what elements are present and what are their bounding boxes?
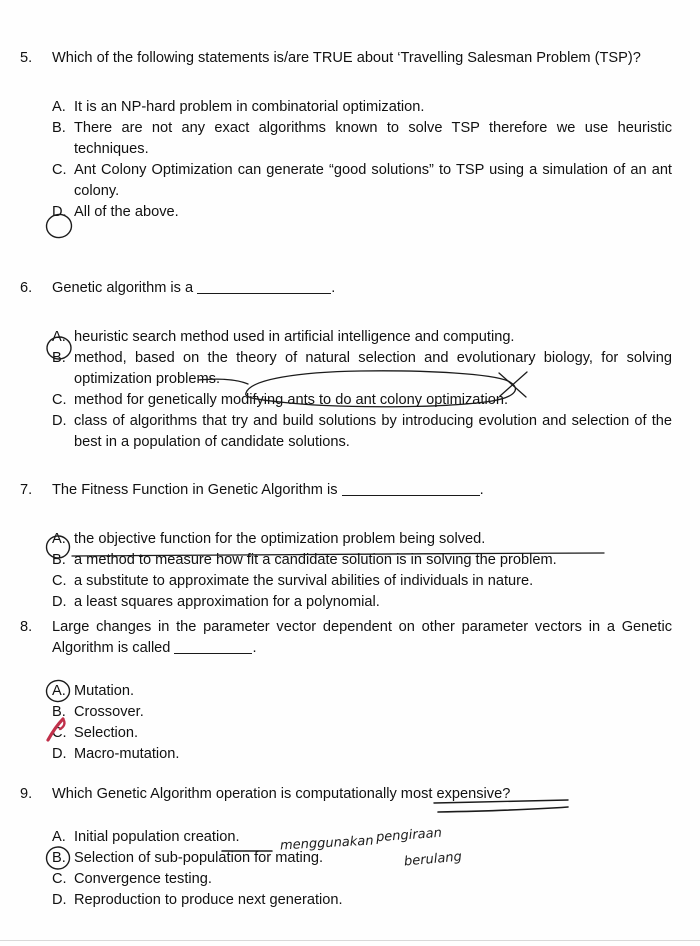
option-9-d[interactable] [52, 890, 672, 911]
option-7-c[interactable] [52, 571, 672, 592]
question-stem-6-tail: . [331, 280, 336, 296]
question-stem-6: Genetic algorithm is a [52, 280, 198, 296]
option-letter-8-d: D. [52, 746, 67, 762]
option-text-7-c: a substitute to approximate the survival abilities of individuals in nature. [74, 573, 534, 589]
option-text-9-d: Reproduction to produce next generation. [74, 892, 343, 908]
question-stem-8-tail: . [252, 640, 257, 656]
question-text-6 [0, 278, 700, 299]
handwritten-note-2: pengiraan [375, 825, 443, 846]
question-number-9: 9. [20, 786, 33, 802]
question-stem-9: Which Genetic Algorithm operation is computationally most expensive? [52, 786, 511, 802]
question-block-5 [0, 48, 700, 223]
option-9-c[interactable] [52, 869, 672, 890]
option-letter-7-c: C. [52, 573, 67, 589]
option-letter-8-a: A. [52, 683, 66, 699]
option-letter-5-a: A. [52, 99, 66, 115]
option-5-a[interactable] [52, 97, 672, 118]
option-text-8-c: Selection. [74, 725, 139, 741]
question-text-7 [0, 480, 700, 501]
option-6-d[interactable] [52, 411, 672, 453]
option-letter-7-d: D. [52, 594, 67, 610]
option-text-9-a: Initial population creation. [74, 829, 240, 845]
option-text-6-d: class of algorithms that try and build solutions by introducing evolution and selection of the best in a population of candidate solutions. [74, 413, 672, 450]
option-6-a[interactable] [52, 327, 672, 348]
question-number-5: 5. [20, 50, 33, 66]
option-5-d[interactable] [52, 202, 672, 223]
option-list-8 [0, 681, 700, 765]
option-letter-5-b: B. [52, 120, 66, 136]
option-8-b[interactable] [52, 702, 672, 723]
option-letter-9-a: A. [52, 829, 66, 845]
option-letter-6-a: A. [52, 329, 66, 345]
option-5-c[interactable] [52, 160, 672, 202]
option-7-d[interactable] [52, 592, 672, 613]
answer-blank-7[interactable] [342, 495, 480, 496]
question-stem-7-tail: . [479, 482, 484, 498]
answer-blank-8[interactable] [174, 653, 252, 654]
option-text-8-d: Macro-mutation. [74, 746, 180, 762]
option-text-5-d: All of the above. [74, 204, 179, 220]
option-text-5-c: Ant Colony Optimization can generate “good solutions” to TSP using a simulation of an ant colony. [74, 162, 672, 199]
option-list-7 [0, 529, 700, 613]
option-text-6-c: method for genetically modifying ants to do ant colony optimization. [74, 392, 509, 408]
question-stem-8: Large changes in the parameter vector dependent on other parameter vectors in a Genetic Algorithm is called [52, 619, 672, 656]
option-letter-6-b: B. [52, 350, 66, 366]
option-letter-6-d: D. [52, 413, 67, 429]
handwritten-note-1: menggunakan [279, 833, 374, 854]
option-9-b[interactable] [52, 848, 672, 869]
question-text-5 [0, 48, 700, 69]
option-letter-5-c: C. [52, 162, 67, 178]
option-text-5-b: There are not any exact algorithms known to solve TSP therefore we use heuristic techniques. [74, 120, 672, 157]
question-stem-7: The Fitness Function in Genetic Algorithm is [52, 482, 342, 498]
option-6-c[interactable] [52, 390, 672, 411]
option-letter-7-b: B. [52, 552, 66, 568]
option-text-7-d: a least squares approximation for a polynomial. [74, 594, 380, 610]
question-number-7: 7. [20, 482, 33, 498]
option-letter-8-c: C. [52, 725, 67, 741]
question-text-9 [0, 784, 700, 805]
option-5-b[interactable] [52, 118, 672, 160]
option-6-b[interactable] [52, 348, 672, 390]
question-text-8 [0, 617, 700, 659]
option-7-a[interactable] [52, 529, 672, 550]
option-text-8-a: Mutation. [74, 683, 135, 699]
option-list-5 [0, 97, 700, 223]
option-8-a[interactable] [52, 681, 672, 702]
option-text-6-b: method, based on the theory of natural selection and evolutionary biology, for solving optimization problems. [74, 350, 672, 387]
question-block-8 [0, 617, 700, 765]
option-letter-5-d: D. [52, 204, 67, 220]
option-text-9-c: Convergence testing. [74, 871, 212, 887]
option-letter-6-c: C. [52, 392, 67, 408]
question-number-6: 6. [20, 280, 33, 296]
option-text-7-a: the objective function for the optimization problem being solved. [74, 531, 486, 547]
option-letter-9-d: D. [52, 892, 67, 908]
option-7-b[interactable] [52, 550, 672, 571]
question-block-6 [0, 278, 700, 453]
option-text-7-b: a method to measure how fit a candidate solution is in solving the problem. [74, 552, 557, 568]
option-text-9-b: Selection of sub-population for mating. [74, 850, 324, 866]
option-list-6 [0, 327, 700, 453]
option-text-5-a: It is an NP-hard problem in combinatorial optimization. [74, 99, 425, 115]
option-letter-9-c: C. [52, 871, 67, 887]
option-8-d[interactable] [52, 744, 672, 765]
question-number-8: 8. [20, 619, 33, 635]
option-letter-7-a: A. [52, 531, 66, 547]
question-stem-5: Which of the following statements is/are TRUE about ‘Travelling Salesman Problem (TSP)? [52, 50, 641, 66]
question-block-7 [0, 480, 700, 613]
option-text-6-a: heuristic search method used in artificial intelligence and computing. [74, 329, 515, 345]
option-8-c[interactable] [52, 723, 672, 744]
option-text-8-b: Crossover. [74, 704, 144, 720]
option-letter-8-b: B. [52, 704, 66, 720]
handwritten-note-3: berulang [403, 849, 463, 870]
option-letter-9-b: B. [52, 850, 66, 866]
answer-blank-6[interactable] [197, 293, 331, 294]
